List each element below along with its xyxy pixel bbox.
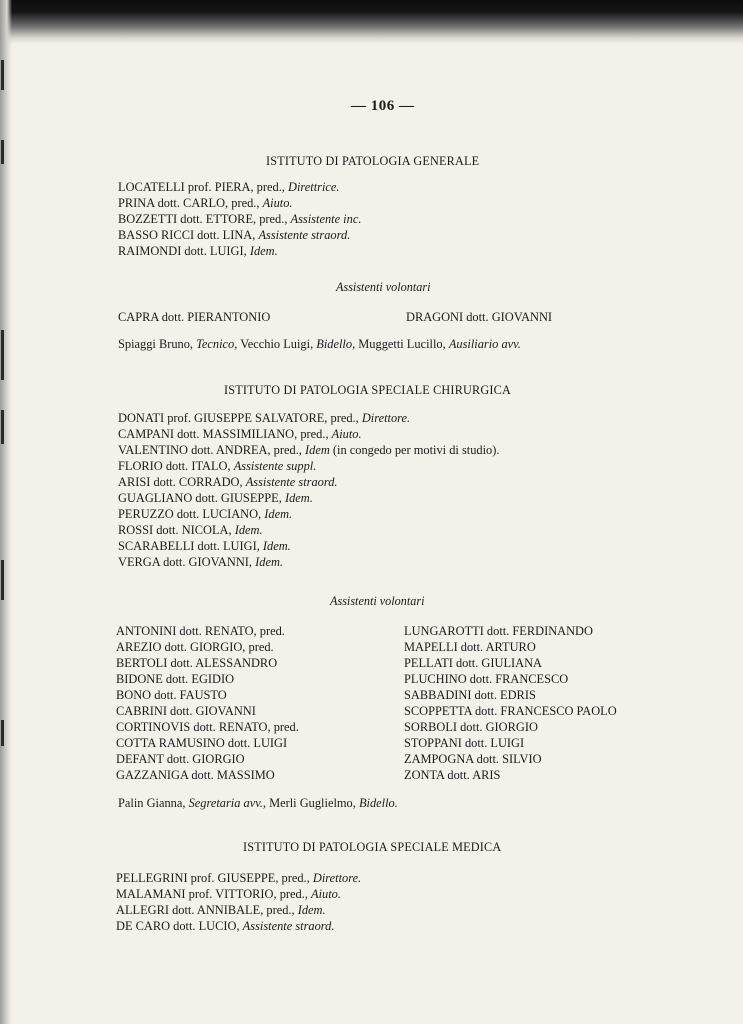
volunteer-entry: CABRINI dott. GIOVANNI bbox=[116, 704, 256, 718]
staff-entry: ALLEGRI dott. ANNIBALE, pred., Idem. bbox=[116, 903, 326, 917]
volunteer-entry: BONO dott. FAUSTO bbox=[116, 688, 227, 702]
volunteer-entry: AREZIO dott. GIORGIO, pred. bbox=[116, 640, 274, 654]
staff-entry: GUAGLIANO dott. GIUSEPPE, Idem. bbox=[118, 491, 313, 505]
staff-entry: DE CARO dott. LUCIO, Assistente straord. bbox=[116, 919, 335, 933]
section-heading: ISTITUTO DI PATOLOGIA SPECIALE MEDICA bbox=[243, 840, 502, 854]
staff-entry: ROSSI dott. NICOLA, Idem. bbox=[118, 523, 263, 537]
staff-entry: ARISI dott. CORRADO, Assistente straord. bbox=[118, 475, 338, 489]
page-number: — 106 — bbox=[351, 98, 415, 114]
staff-entry: PERUZZO dott. LUCIANO, Idem. bbox=[118, 507, 293, 521]
volunteers-heading: Assistenti volontari bbox=[330, 594, 425, 608]
staff-entry: LOCATELLI prof. PIERA, pred., Direttrice. bbox=[118, 180, 340, 194]
volunteer-entry: CORTINOVIS dott. RENATO, pred. bbox=[116, 720, 299, 734]
auxiliary-staff-line: Palin Gianna, Segretaria avv., Merli Guglielmo, Bidello. bbox=[118, 796, 398, 810]
section-heading: ISTITUTO DI PATOLOGIA GENERALE bbox=[266, 154, 480, 168]
staff-entry: MALAMANI prof. VITTORIO, pred., Aiuto. bbox=[116, 887, 341, 901]
staff-entry: PRINA dott. CARLO, pred., Aiuto. bbox=[118, 196, 293, 210]
staff-entry: RAIMONDI dott. LUIGI, Idem. bbox=[118, 244, 278, 258]
volunteer-entry: BERTOLI dott. ALESSANDRO bbox=[116, 656, 278, 670]
volunteer-entry: SORBOLI dott. GIORGIO bbox=[404, 720, 538, 734]
volunteer-entry: COTTA RAMUSINO dott. LUIGI bbox=[116, 736, 288, 750]
staff-entry: SCARABELLI dott. LUIGI, Idem. bbox=[118, 539, 291, 553]
volunteer-entry: GAZZANIGA dott. MASSIMO bbox=[116, 768, 275, 782]
staff-entry: CAMPANI dott. MASSIMILIANO, pred., Aiuto. bbox=[118, 427, 362, 441]
volunteer-entry: LUNGAROTTI dott. FERDINANDO bbox=[404, 624, 593, 638]
staff-entry: DONATI prof. GIUSEPPE SALVATORE, pred., Direttore. bbox=[118, 411, 411, 425]
volunteer-entry: STOPPANI dott. LUIGI bbox=[404, 736, 525, 750]
section-heading: ISTITUTO DI PATOLOGIA SPECIALE CHIRURGICA bbox=[224, 383, 511, 397]
auxiliary-staff-line: Spiaggi Bruno, Tecnico, Vecchio Luigi, Bidello, Muggetti Lucillo, Ausiliario avv. bbox=[118, 337, 521, 351]
volunteer-entry: PLUCHINO dott. FRANCESCO bbox=[404, 672, 569, 686]
staff-entry: VERGA dott. GIOVANNI, Idem. bbox=[118, 555, 283, 569]
volunteers-heading: Assistenti volontari bbox=[336, 280, 431, 294]
volunteer-entry: PELLATI dott. GIULIANA bbox=[404, 656, 542, 670]
volunteer-entry: CAPRA dott. PIERANTONIO bbox=[118, 310, 271, 324]
volunteer-entry: SCOPPETTA dott. FRANCESCO PAOLO bbox=[404, 704, 617, 718]
staff-entry: FLORIO dott. ITALO, Assistente suppl. bbox=[118, 459, 317, 473]
staff-entry: PELLEGRINI prof. GIUSEPPE, pred., Direttore. bbox=[116, 871, 362, 885]
volunteer-entry: ANTONINI dott. RENATO, pred. bbox=[116, 624, 285, 638]
volunteer-entry: SABBADINI dott. EDRIS bbox=[404, 688, 536, 702]
volunteer-entry: DEFANT dott. GIORGIO bbox=[116, 752, 245, 766]
volunteer-entry: BIDONE dott. EGIDIO bbox=[116, 672, 235, 686]
staff-entry: BOZZETTI dott. ETTORE, pred., Assistente inc. bbox=[118, 212, 362, 226]
staff-entry: BASSO RICCI dott. LINA, Assistente straord. bbox=[118, 228, 351, 242]
volunteer-entry: ZONTA dott. ARIS bbox=[404, 768, 501, 782]
staff-entry: VALENTINO dott. ANDREA, pred., Idem (in congedo per motivi di studio). bbox=[118, 443, 500, 457]
volunteer-entry: DRAGONI dott. GIOVANNI bbox=[406, 310, 553, 324]
volunteer-entry: MAPELLI dott. ARTURO bbox=[404, 640, 536, 654]
volunteer-entry: ZAMPOGNA dott. SILVIO bbox=[404, 752, 542, 766]
